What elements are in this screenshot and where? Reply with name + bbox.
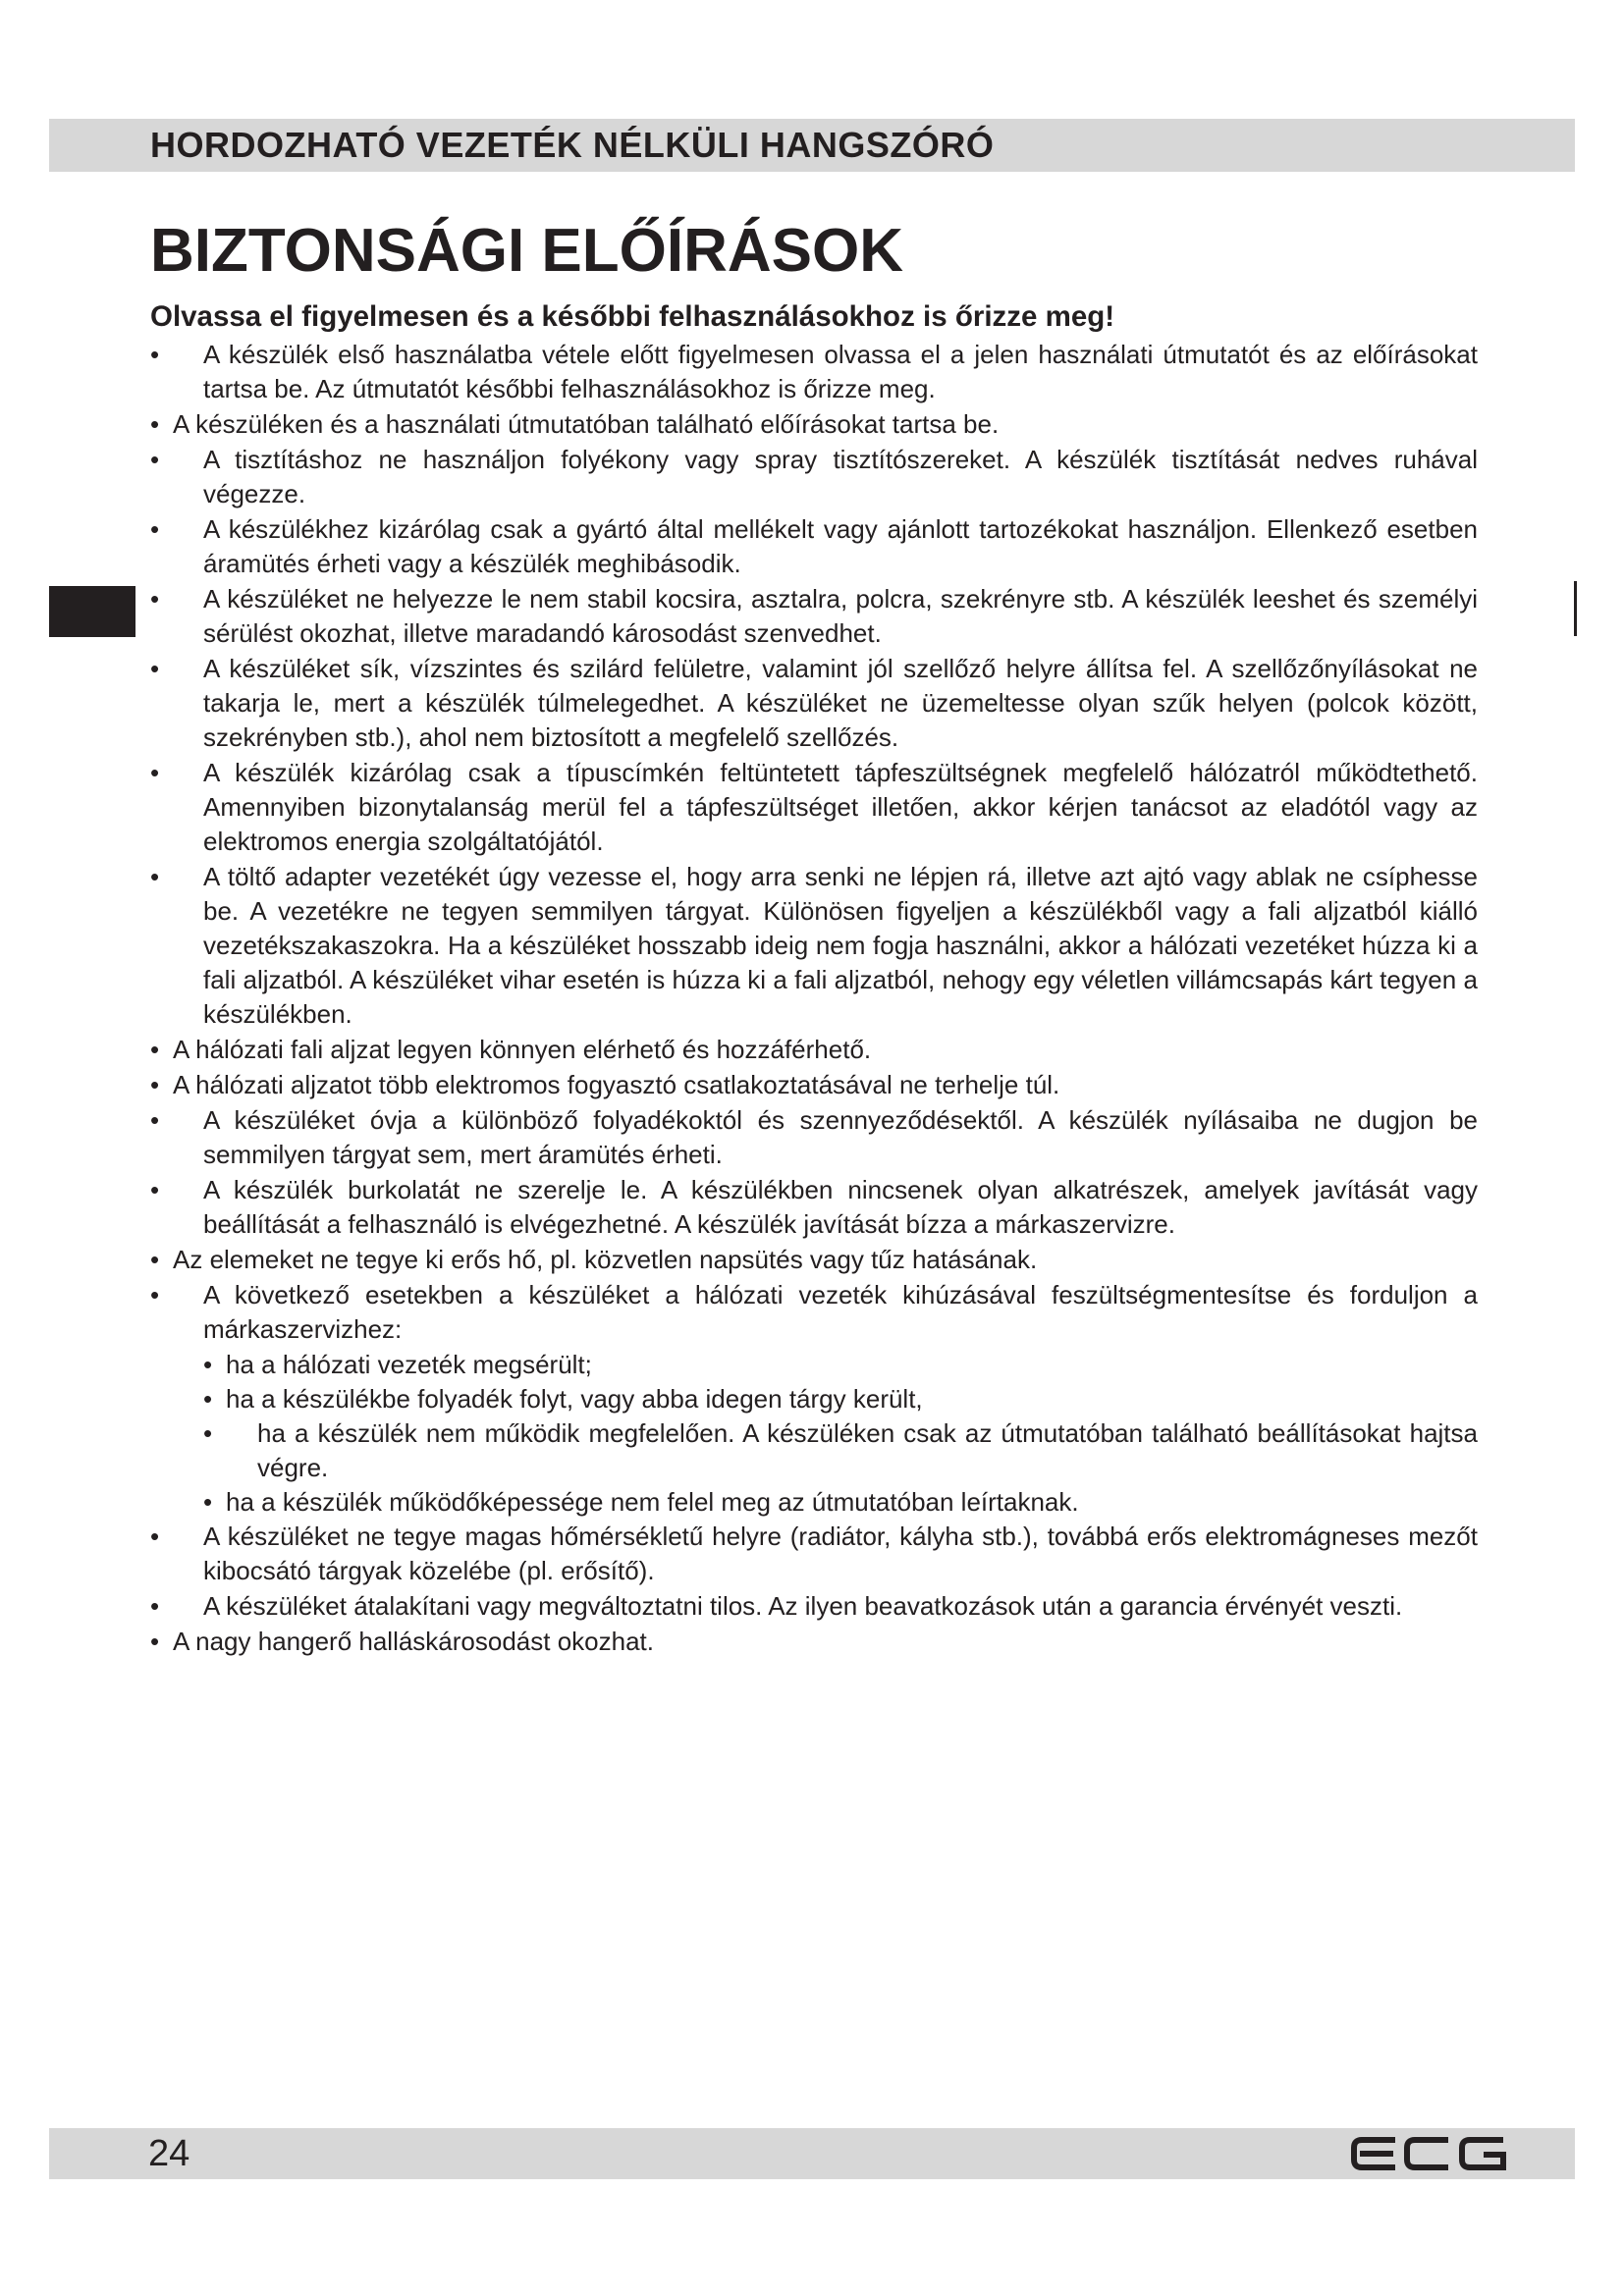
sub-list-item: • ha a készülék működőképessége nem felel meg az útmutatóban leírtaknak. [203, 1485, 1478, 1520]
list-item: • A töltő adapter vezetékét úgy vezesse el, hogy arra senki ne lépjen rá, illetve azt ajtó vagy ablak ne csíphesse be. A vezetékre ne tegyen semmilyen tárgyat. Különösen figyeljen a készülékből vagy a fali aljzatból kiálló vezetékszakaszokra. Ha a készüléket hosszabb ideig nem fogja használni, akkor a hálózati vezetéket húzza ki a fali aljzatból. A készüléket vihar esetén is húzza ki a fali aljzatból, nehogy egy véletlen villámcsapás kárt tegyen a készülékben. [150, 860, 1478, 1032]
list-item: • A hálózati aljzatot több elektromos fogyasztó csatlakoztatásával ne terhelje túl. [150, 1068, 1478, 1102]
safety-rules-list [150, 338, 1478, 1347]
margin-line-marker [1574, 581, 1577, 636]
ecg-logo [1350, 2136, 1509, 2171]
service-conditions-list [150, 1348, 1478, 1520]
list-item: • A készüléket átalakítani vagy megváltoztatni tilos. Az ilyen beavatkozások után a garancia érvényét veszti. [150, 1589, 1478, 1624]
safety-rules-list-continued [150, 1520, 1478, 1659]
list-item: • A nagy hangerő halláskárosodást okozhat. [150, 1625, 1478, 1659]
list-item: • A készülék burkolatát ne szerelje le. A készülékben nincsenek olyan alkatrészek, amelyek javítását vagy beállítását a felhasználó is elvégezhetné. A készülék javítását bízza a márkaszervizre. [150, 1173, 1478, 1242]
list-item: • A készüléket óvja a különböző folyadékoktól és szennyeződésektől. A készülék nyílásaiba ne dugjon be semmilyen tárgyat sem, mert áramütés érheti. [150, 1103, 1478, 1172]
subtitle: Olvassa el figyelmesen és a későbbi felhasználásokhoz is őrizze meg! [150, 300, 1115, 333]
list-item: • A készülék kizárólag csak a típuscímkén feltüntetett tápfeszültségnek megfelelő hálózatról működtethető. Amennyiben bizonytalanság merül fel a tápfeszültséget illetően, akkor kérjen tanácsot az eladótól vagy az elektromos energia szolgáltatójától. [150, 756, 1478, 859]
list-item: • A készülékhez kizárólag csak a gyártó által mellékelt vagy ajánlott tartozékokat használjon. Ellenkező esetben áramütés érheti vagy a készülék meghibásodik. [150, 512, 1478, 581]
list-item: • A hálózati fali aljzat legyen könnyen elérhető és hozzáférhető. [150, 1033, 1478, 1067]
list-item: • A készüléket ne tegye magas hőmérsékletű helyre (radiátor, kályha stb.), továbbá erős elektromágneses mezőt kibocsátó tárgyak közelébe (pl. erősítő). [150, 1520, 1478, 1588]
list-item: • A következő esetekben a készüléket a hálózati vezeték kihúzásával feszültségmentesítse és forduljon a márkaszervizhez: [150, 1278, 1478, 1347]
list-item: • A készüléken és a használati útmutatóban található előírásokat tartsa be. [150, 407, 1478, 442]
list-item: • A készüléket sík, vízszintes és szilárd felületre, valamint jól szellőző helyre állítsa fel. A szellőzőnyílásokat ne takarja le, mert a készülék túlmelegedhet. A készüléket ne üzemeltesse olyan szűk helyen (polcok között, szekrényben stb.), ahol nem biztosított a megfelelő szellőzés. [150, 652, 1478, 755]
sub-list-item: • ha a készülék nem működik megfelelően. A készüléken csak az útmutatóban található beállításokat hajtsa végre. [203, 1416, 1478, 1485]
sub-list-item: • ha a készülékbe folyadék folyt, vagy abba idegen tárgy került, [203, 1382, 1478, 1416]
list-item: • A készülék első használatba vétele előtt figyelmesen olvassa el a jelen használati útmutatót és az előírásokat tartsa be. Az útmutatót későbbi felhasználásokhoz is őrizze meg. [150, 338, 1478, 406]
safety-rules-section [150, 338, 1478, 1660]
section-tab-marker [49, 586, 135, 637]
list-item: • A tisztításhoz ne használjon folyékony vagy spray tisztítószereket. A készülék tisztítását nedves ruhával végezze. [150, 443, 1478, 511]
list-item: • A készüléket ne helyezze le nem stabil kocsira, asztalra, polcra, szekrényre stb. A készülék leeshet és személyi sérülést okozhat, illetve maradandó károsodást szenvedhet. [150, 582, 1478, 651]
list-item: • Az elemeket ne tegye ki erős hő, pl. közvetlen napsütés vagy tűz hatásának. [150, 1243, 1478, 1277]
header-bar [49, 119, 1575, 172]
sub-list-item: • ha a hálózati vezeték megsérült; [203, 1348, 1478, 1382]
header-title: HORDOZHATÓ VEZETÉK NÉLKÜLI HANGSZÓRÓ [150, 125, 995, 165]
footer-bar [49, 2128, 1575, 2179]
page-number: 24 [148, 2133, 190, 2174]
page-title: BIZTONSÁGI ELŐÍRÁSOK [150, 217, 904, 285]
